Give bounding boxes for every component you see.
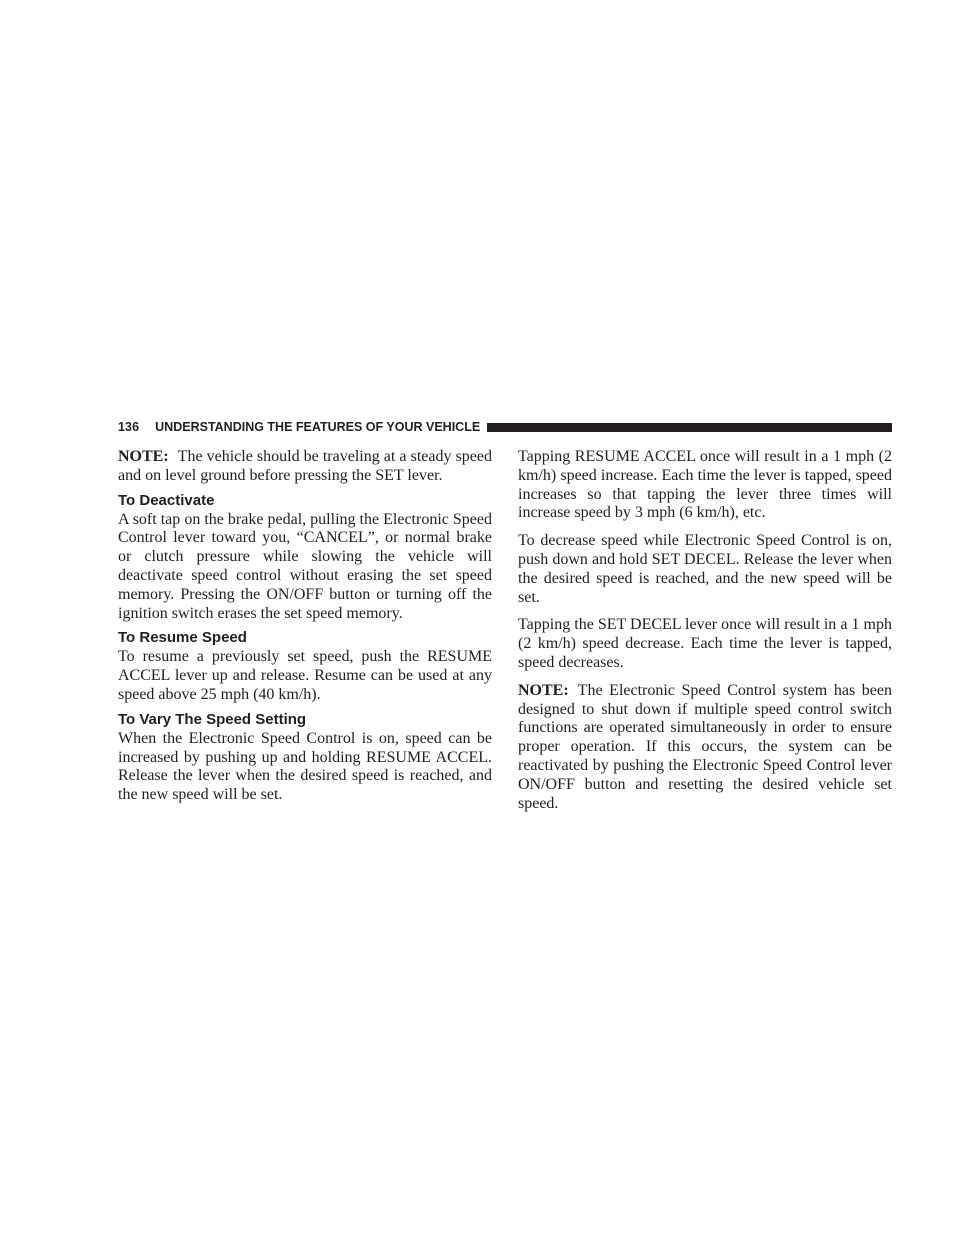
deactivate-paragraph: A soft tap on the brake pedal, pulling the Electronic Speed Control lever toward you, “CANCEL”, or normal brake or clutch pressure while slowing the vehicle will deactivate speed control without erasing the set speed memory. Pressing the ON/OFF button or turning off the ignition switch erases the set speed memory. [118,510,492,622]
note-label: NOTE: [118,448,169,465]
page-header [118,419,892,435]
note-text: The vehicle should be traveling at a steady speed and on level ground before pressing the SET lever. [118,448,492,484]
decrease-speed-paragraph: To decrease speed while Electronic Speed Control is on, push down and hold SET DECEL. Release the lever when the desired speed is reached, and the new speed will be set. [518,532,892,606]
heading-resume-speed: To Resume Speed [118,629,247,647]
left-column [118,448,492,814]
note-label: NOTE: [518,681,569,699]
header-rule [487,423,892,432]
resume-accel-paragraph: Tapping RESUME ACCEL once will result in a 1 mph (2 km/h) speed increase. Each time the lever is tapped, speed increases so that tapping the lever three times will increase speed by 3 mph (6 km/h), etc. [518,448,892,522]
vary-paragraph: When the Electronic Speed Control is on, speed can be increased by pushing up and holding RESUME ACCEL. Release the lever when the desired speed is reached, and the new speed will be set. [118,729,492,804]
right-column [518,448,892,822]
note-text: The Electronic Speed Control system has been designed to shut down if multiple speed control switch functions are operated simultaneously in order to ensure proper operation. If this occurs, the system can be reactivated by pushing the Electronic Speed Control lever ON/OFF button and resetting the desired vehicle set speed. [518,681,892,812]
resume-paragraph: To resume a previously set speed, push the RESUME ACCEL lever up and release. Resume can be used at any speed above 25 mph (40 km/h). [118,648,492,703]
heading-deactivate: To Deactivate [118,491,215,509]
note-paragraph [518,682,892,814]
section-title: UNDERSTANDING THE FEATURES OF YOUR VEHICLE [155,420,481,434]
note-paragraph [118,448,492,486]
heading-vary-speed: To Vary The Speed Setting [118,710,307,728]
set-decel-paragraph: Tapping the SET DECEL lever once will result in a 1 mph (2 km/h) speed decrease. Each time the lever is tapped, speed decreases. [518,616,892,671]
page-number: 136 [118,420,140,434]
